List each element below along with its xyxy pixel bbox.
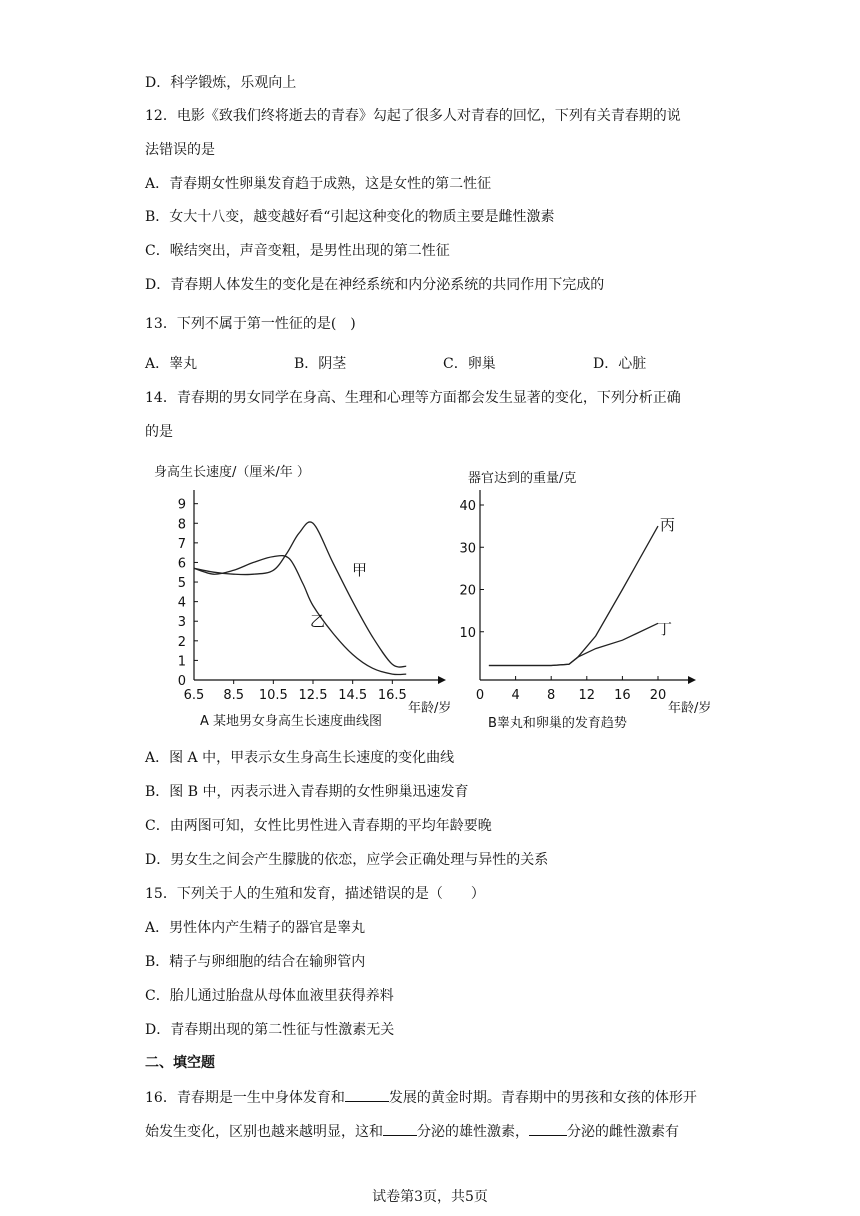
q15-option-c: C．胎儿通过胎盘从母体血液里获得养料 — [145, 988, 394, 1004]
chart-a-ytick-label: 2 — [177, 634, 186, 650]
chart-a-xlabel: 年龄/岁 — [408, 701, 452, 716]
chart-b-series-label-bing: 丙 — [660, 516, 676, 534]
chart-a-series-line-1 — [194, 522, 406, 667]
q13-stem: 13．下列不属于第一性征的是( ) — [145, 316, 356, 332]
q16-blank-2[interactable] — [383, 1121, 417, 1136]
q14-option-d: D．男女生之间会产生朦胧的依恋，应学会正确处理与异性的关系 — [145, 852, 549, 868]
q12-stem-line1: 12．电影《致我们终将逝去的青春》勾起了很多人对青春的回忆，下列有关青春期的说 — [145, 108, 681, 124]
q16-blank-1[interactable] — [345, 1087, 389, 1102]
q16-text-2: 发展的黄金时期。青春期中的男孩和女孩的体形开 — [388, 1090, 697, 1106]
chart-b-xtick-label: 20 — [649, 688, 667, 703]
q13-option-c: C．卵巢 — [443, 356, 496, 372]
chart-a-ytick-label: 0 — [177, 674, 186, 689]
chart-b-xtick-label: 8 — [547, 688, 556, 703]
section-fill-in-title: 二、填空题 — [145, 1055, 215, 1071]
chart-b-ytick-label: 10 — [459, 625, 476, 641]
chart-a-ytick-label: 5 — [177, 576, 186, 592]
chart-a-series-label-jia: 甲 — [352, 561, 368, 579]
chart-b-x-arrow — [688, 676, 696, 684]
chart-b-xtick-label: 12 — [578, 688, 596, 703]
chart-a-x-arrow — [438, 676, 446, 684]
q14-option-a: A．图 A 中，甲表示女生身高生长速度的变化曲线 — [145, 750, 455, 766]
chart-a-ytick-label: 1 — [177, 654, 186, 670]
q16-text-4: 分泌的雄性激素， — [417, 1124, 529, 1140]
q15-option-a: A．男性体内产生精子的器官是睾丸 — [145, 920, 366, 936]
chart-b-xtick-label: 16 — [614, 688, 631, 703]
q14-option-c: C．由两图可知，女性比男性进入青春期的平均年龄要晚 — [145, 818, 492, 834]
q16-line2 — [145, 1121, 679, 1142]
chart-a-ytick-label: 3 — [177, 615, 186, 631]
q16-blank-3[interactable] — [529, 1121, 567, 1136]
chart-b-xlabel: 年龄/岁 — [668, 701, 712, 716]
q12-option-d: D．青春期人体发生的变化是在神经系统和内分泌系统的共同作用下完成的 — [145, 277, 605, 293]
q12-option-b: B．女大十八变，越变越好看“引起这种变化的物质主要是雌性激素 — [145, 209, 555, 225]
q14-option-b: B．图 B 中，丙表示进入青春期的女性卵巢迅速发育 — [145, 784, 469, 800]
q15-option-d: D．青春期出现的第二性征与性激素无关 — [145, 1022, 395, 1038]
chart-b-ytick-label: 30 — [459, 541, 476, 557]
chart-a-caption: A 某地男女身高生长速度曲线图 — [200, 714, 383, 729]
chart-b-xtick-label: 4 — [511, 688, 520, 703]
chart-b-series-line-1 — [489, 526, 658, 665]
q14-stem-line1: 14．青春期的男女同学在身高、生理和心理等方面都会发生显著的变化，下列分析正确 — [145, 390, 681, 406]
q16-text-1: 16．青春期是一生中身体发育和 — [145, 1090, 345, 1106]
chart-a-ytick-label: 7 — [177, 536, 186, 552]
chart-b-ytick-label: 40 — [459, 499, 476, 514]
chart-a-series-label-yi: 乙 — [310, 612, 326, 630]
q14-stem-line2: 的是 — [145, 424, 173, 440]
chart-a-xtick-label: 6.5 — [183, 688, 205, 703]
chart-a-xtick-label: 14.5 — [338, 688, 368, 703]
chart-b-ytick-label: 20 — [459, 583, 476, 599]
chart-b-ylabel: 器官达到的重量/克 — [468, 471, 577, 486]
q16-text-3: 始发生变化，区别也越来越明显，这和 — [145, 1124, 383, 1140]
chart-b-caption: B睾丸和卵巢的发育趋势 — [488, 716, 627, 731]
q13-option-b: B．阴茎 — [294, 356, 347, 372]
chart-a-xtick-label: 12.5 — [298, 688, 328, 703]
chart-a-ytick-label: 6 — [177, 556, 186, 572]
chart-a-ytick-label: 8 — [177, 517, 186, 533]
chart-a-ytick-label: 9 — [177, 497, 186, 513]
q15-stem: 15．下列关于人的生殖和发育，描述错误的是（ ） — [145, 886, 485, 902]
q12-stem-line2: 法错误的是 — [145, 142, 215, 158]
chart-a-height-growth — [150, 458, 450, 740]
chart-b-xtick-label: 0 — [475, 688, 485, 703]
q12-option-c: C．喉结突出，声音变粗，是男性出现的第二性征 — [145, 243, 450, 259]
chart-a-ylabel: 身高生长速度/（厘米/年 ） — [154, 465, 310, 480]
chart-a-xtick-label: 16.5 — [377, 688, 407, 703]
q13-option-d: D．心脏 — [593, 356, 647, 372]
q16-line1 — [145, 1087, 697, 1108]
q11-option-d: D．科学锻炼，乐观向上 — [145, 75, 297, 91]
chart-b-series-line-2 — [489, 623, 658, 665]
chart-a-xtick-label: 8.5 — [223, 688, 245, 703]
q16-text-5: 分泌的雌性激素有 — [567, 1124, 679, 1140]
chart-a-xtick-label: 10.5 — [258, 688, 288, 703]
q12-option-a: A．青春期女性卵巢发育趋于成熟，这是女性的第二性征 — [145, 176, 492, 192]
q13-option-a: A．睾丸 — [145, 356, 198, 372]
chart-a-ytick-label: 4 — [177, 595, 186, 611]
page-footer: 试卷第3页，共5页 — [372, 1189, 488, 1205]
chart-b-series-label-ding: 丁 — [657, 620, 673, 638]
chart-b-organ-weight — [459, 462, 720, 740]
q15-option-b: B．精子与卵细胞的结合在输卵管内 — [145, 954, 366, 970]
